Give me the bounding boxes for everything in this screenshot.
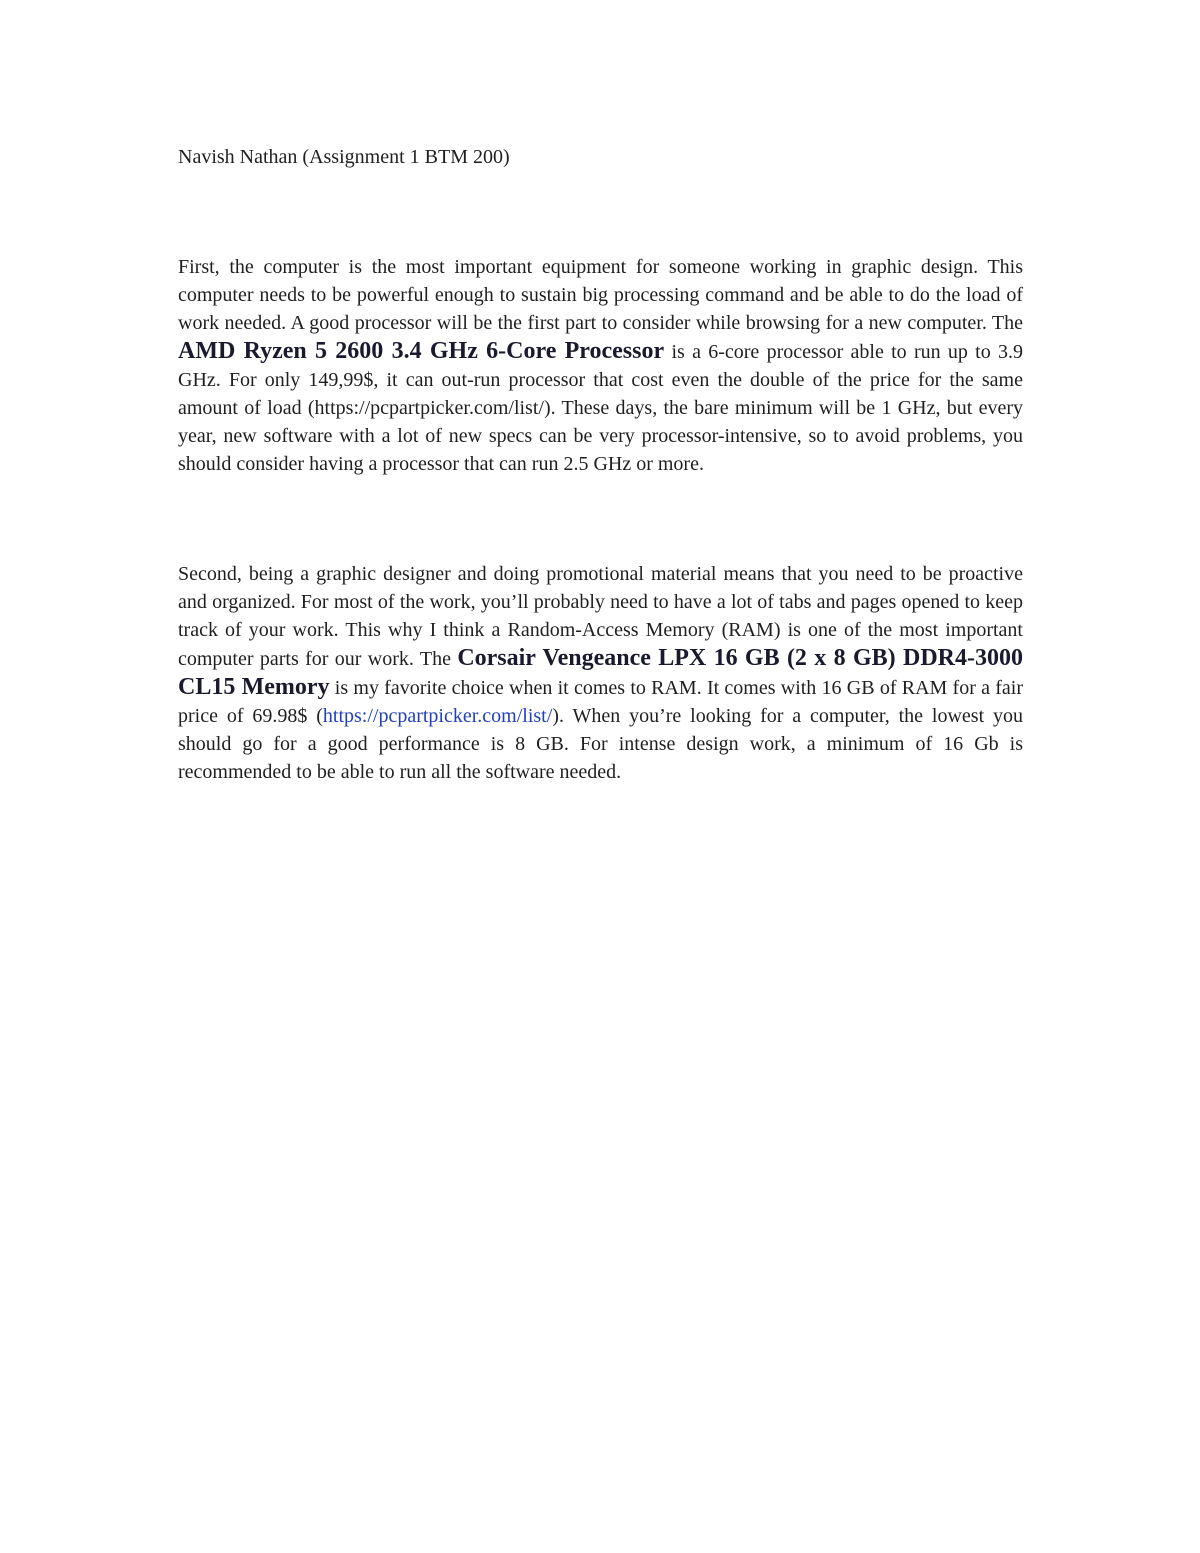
product-name-processor: AMD Ryzen 5 2600 3.4 GHz 6-Core Processor xyxy=(178,338,665,364)
paragraph-text: ). When you’re looking for a computer, the lowest you should go for a good performance is 8 GB. For intense design work, a minimum of 16 Gb is recommended to be able to run all the software needed. xyxy=(178,705,1024,783)
document-body xyxy=(178,143,1023,786)
source-link[interactable]: https://pcpartpicker.com/list/ xyxy=(322,705,553,727)
paragraph-text: First, the computer is the most important equipment for someone working in graphic design. This computer needs to be powerful enough to sustain big processing command and be able to do the load of work needed. A good processor will be the first part to consider while browsing for a new computer. The xyxy=(178,256,1023,334)
paragraph-text: Second, being a graphic designer and doing promotional material means that you need to be proactive and organized. For most of the work, you’ll probably need to have a lot of tabs and pages opened to keep track of your work. This why I think a Random-Access Memory (RAM) is one of the most important computer parts for our work. The xyxy=(178,563,1023,670)
paragraph-text: is my favorite choice when it comes to RAM. It comes with 16 GB of RAM for a fair price of 69.98$ ( xyxy=(178,677,1024,727)
paragraph-text: is a 6-core processor able to run up to 3.9 GHz. For only 149,99$, it can out-run processor that cost even the double of the price for the same amount of load (https://pcpartpicker.com/list/). These days, the bare minimum will be 1 GHz, but every year, new software with a lot of new specs can be very processor-intensive, so to avoid problems, you should consider having a processor that can run 2.5 GHz or more. xyxy=(178,341,1024,475)
document-header: Navish Nathan (Assignment 1 BTM 200) xyxy=(178,146,510,168)
paragraph-processor xyxy=(178,253,1023,478)
paragraph-memory xyxy=(178,560,1023,786)
product-name-memory: Corsair Vengeance LPX 16 GB (2 x 8 GB) DDR4-3000 CL15 Memory xyxy=(178,645,1023,700)
